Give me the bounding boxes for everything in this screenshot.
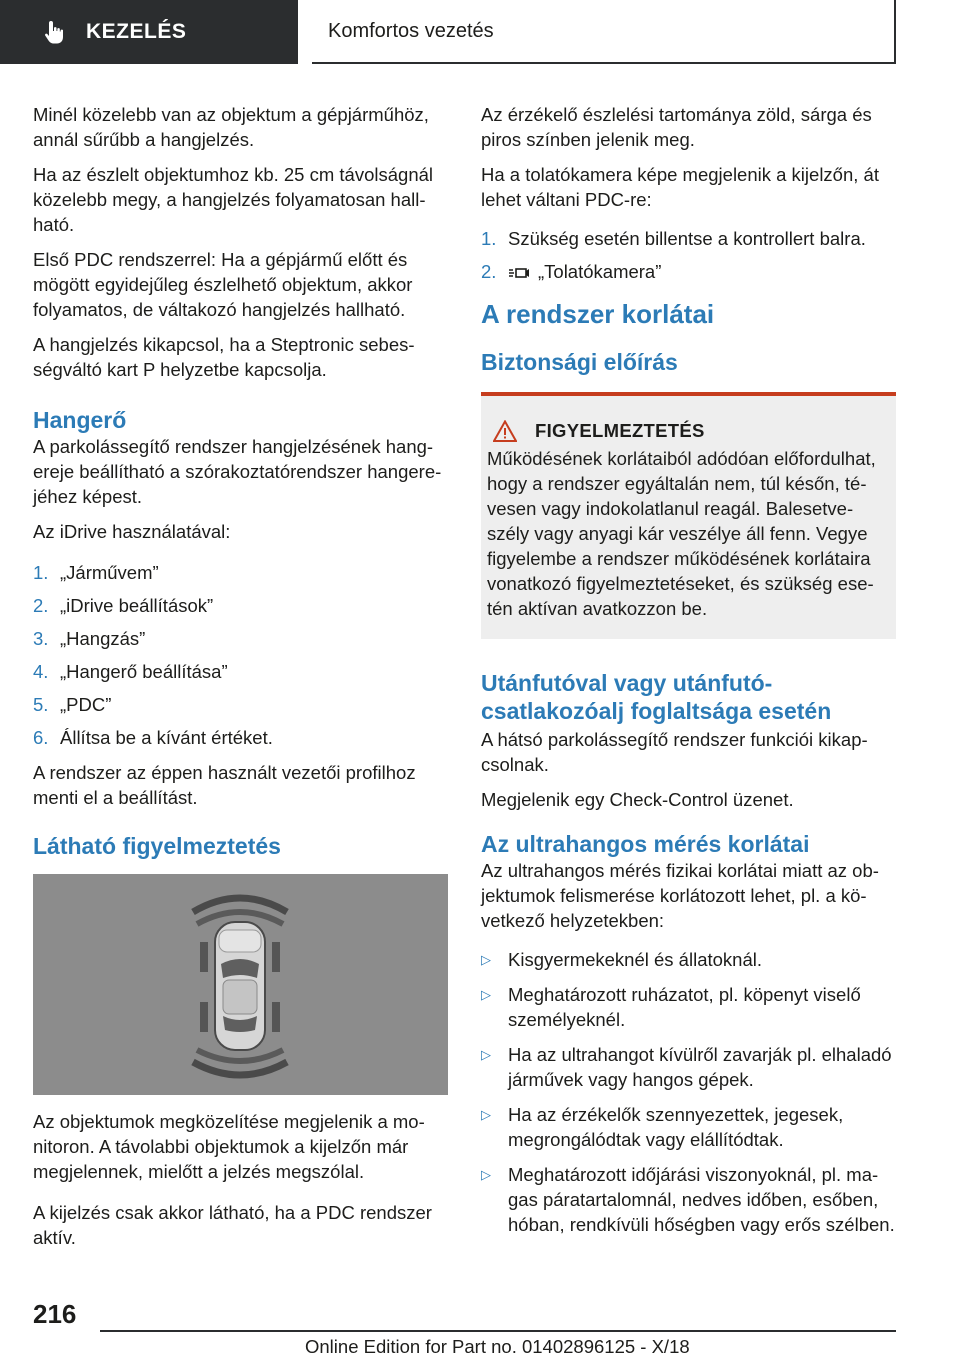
paragraph: A hangjelzés kikapcsol, ha a Steptronic sebességváltó kart P helyzetbe kapcsolja. (33, 334, 415, 380)
list-item: 6. Állítsa be a kívánt értéket. (33, 727, 273, 748)
paragraph: Az érzékelő észlelési tartománya zöld, sárga és piros színben jelenik meg. (481, 104, 872, 150)
footer-edition: Online Edition for Part no. 01402896125 - X/18 (305, 1336, 690, 1357)
list-item: 2. „iDrive beállítások” (33, 595, 214, 616)
list-item: 2. „Tolatókamera” (481, 261, 662, 282)
footer-divider (100, 1330, 896, 1332)
list-item: ▷ Kisgyermekeknél és állatoknál. (481, 949, 762, 970)
bullet-triangle-icon: ▷ (481, 1167, 491, 1182)
heading-trailer: Utánfutóval vagy utánfutócsatlakozóalj foglaltsága esetén (481, 670, 832, 724)
paragraph: Ha az észlelt objektumhoz kb. 25 cm távolságnál közelebb megy, a hangjelzés folyamatosan hallható. (33, 164, 434, 235)
camera-steps-list (481, 226, 896, 284)
section-title: KEZELÉS (86, 20, 187, 43)
rear-camera-icon (508, 266, 530, 280)
page-number: 216 (33, 1299, 77, 1329)
idrive-steps-list (33, 560, 448, 750)
hand-icon (42, 19, 68, 45)
warning-triangle-icon (493, 420, 517, 442)
pdc-car-illustration (33, 874, 448, 1095)
paragraph: Az iDrive használatával: (33, 521, 231, 542)
heading-safety: Biztonsági előírás (481, 349, 678, 375)
list-item: ▷ Ha az ultrahangot kívülről zavarják pl. elhaladó járművek vagy hangos gépek. (481, 1044, 892, 1090)
paragraph: Minél közelebb van az objektum a gépjárműhöz, annál sűrűbb a hangjelzés. (33, 104, 429, 150)
list-item: ▷ Ha az érzékelők szennyezettek, jegesek, megrongálódtak vagy elállítódtak. (481, 1104, 844, 1150)
list-item: 4. „Hangerő beállítása” (33, 661, 228, 682)
heading-volume: Hangerő (33, 407, 127, 433)
list-item: 5. „PDC” (33, 694, 112, 715)
paragraph: Első PDC rendszerrel: Ha a gépjármű előtt és mögött egyidejűleg észlelhető objektum, akkor folyamatos, de váltakozó hangjelzés hallható. (33, 249, 413, 320)
bullet-triangle-icon: ▷ (481, 1047, 491, 1062)
paragraph: Ha a tolatókamera képe megjelenik a kijelzőn, át lehet váltani PDC-re: (481, 164, 879, 210)
paragraph: A hátsó parkolássegítő rendszer funkciói kikapcsolnak. (481, 729, 868, 775)
bullet-triangle-icon: ▷ (481, 952, 491, 967)
paragraph: A rendszer az éppen használt vezetői profilhoz menti el a beállítást. (33, 762, 416, 808)
chapter-tab (312, 0, 896, 64)
chapter-title: Komfortos vezetés (328, 19, 494, 42)
limitations-list (481, 947, 896, 1237)
heading-system-limits: A rendszer korlátai (481, 299, 715, 329)
page-header (0, 0, 960, 66)
bullet-triangle-icon: ▷ (481, 987, 491, 1002)
heading-ultrasonic-limits: Az ultrahangos mérés korlátai (481, 831, 810, 857)
section-tab (0, 0, 298, 64)
list-item: 1. „Járművem” (33, 562, 159, 583)
list-item: 3. „Hangzás” (33, 628, 146, 649)
paragraph: Az ultrahangos mérés fizikai korlátai miatt az objektumok felismerése korlátozott lehet, pl. a következő helyzetekben: (481, 860, 879, 931)
list-item: ▷ Meghatározott ruházatot, pl. köpenyt viselő személyeknél. (481, 984, 861, 1030)
paragraph: Megjelenik egy Check-Control üzenet. (481, 789, 794, 810)
bullet-triangle-icon: ▷ (481, 1107, 491, 1122)
paragraph: Az objektumok megközelítése megjelenik a monitoron. A távolabbi objektumok a kijelzőn már megjelennek, mielőtt a jelzés megszólal. (33, 1111, 425, 1182)
warning-box (481, 392, 896, 639)
left-column (33, 102, 448, 1260)
pdc-display-figure (33, 874, 448, 1095)
right-column (481, 102, 896, 1247)
warning-title: FIGYELMEZTETÉS (535, 420, 705, 441)
list-item: ▷ Meghatározott időjárási viszonyoknál, pl. magas páratartalomnál, nedves időben, esőben, hóban, rendkívüli hőségben vagy erős szélben. (481, 1164, 895, 1235)
warning-text: Működésének korlátaiból adódóan előfordulhat, hogy a rendszer egyáltalán nem, túl későn, tévesen vagy indokolatlanul reagál. Balesetveszély vagy anyagi kár veszélye áll fenn. Vegye figyelembe a rendszer működésének korlátaira vonatkozó figyelmeztetéseket, és szükség esetén aktívan avatkozzon be. (487, 448, 876, 619)
heading-visual-warning: Látható figyelmeztetés (33, 833, 281, 859)
list-item: 1. Szükség esetén billentse a kontrollert balra. (481, 228, 866, 249)
paragraph: A parkolássegítő rendszer hangjelzésének hangereje beállítható a szórakoztatórendszer hangerejéhez képest. (33, 436, 442, 507)
paragraph: A kijelzés csak akkor látható, ha a PDC rendszer aktív. (33, 1202, 432, 1248)
